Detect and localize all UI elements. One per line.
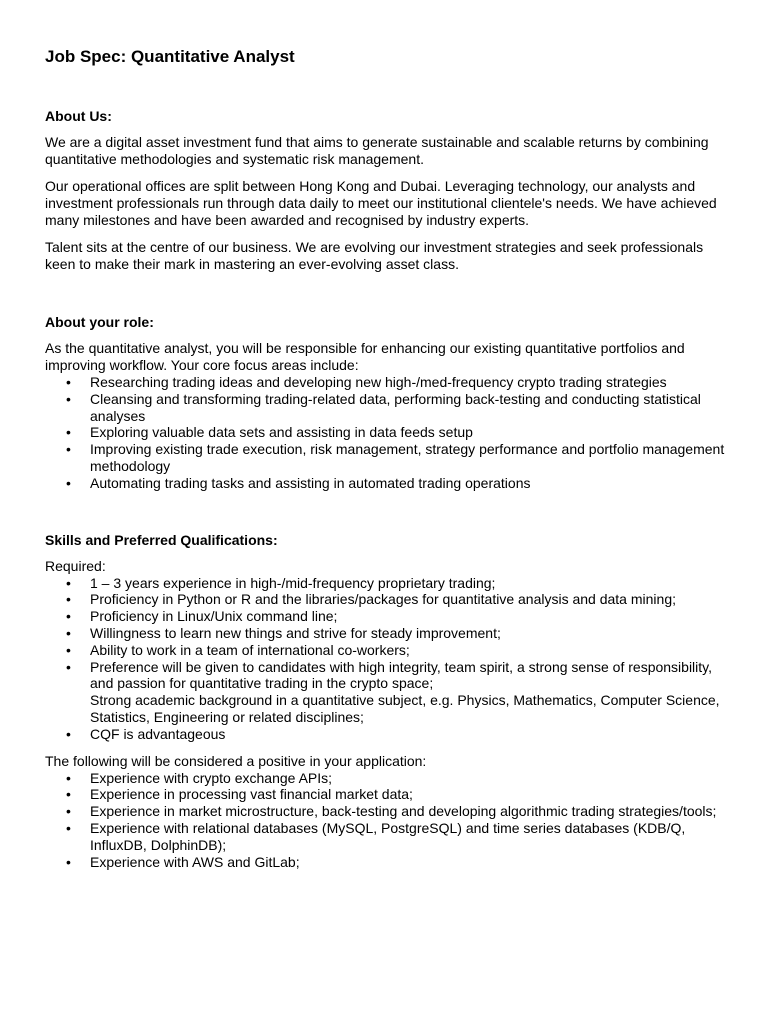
about-us-paragraph-1: We are a digital asset investment fund that aims to generate sustainable and scalable returns by combining quantitative methodologies and systematic risk management.: [45, 134, 709, 167]
list-item-text: CQF is advantageous: [90, 725, 226, 742]
list-item: [45, 854, 728, 871]
bullet-icon: •: [66, 424, 71, 441]
bullet-icon: •: [66, 786, 71, 803]
list-item-text: Willingness to learn new things and strive for steady improvement;: [90, 624, 501, 641]
bullet-icon: •: [66, 641, 71, 658]
list-item: [45, 575, 728, 592]
bullet-icon: •: [66, 441, 71, 458]
list-item-text: Exploring valuable data sets and assisting in data feeds setup: [90, 424, 473, 441]
list-item-text: Preference will be given to candidates with high integrity, team spirit, a strong sense of responsibility, and passion for quantitative trading in the crypto space; Strong academic background in a quantitative subject, e.g. Physics, Mathematics, Computer Science, Statistics, Engineering or related disciplines;: [90, 658, 720, 725]
list-item-text: Cleansing and transforming trading-related data, performing back-testing and conducting statistical analyses: [90, 390, 701, 424]
list-item-text: Proficiency in Python or R and the libraries/packages for quantitative analysis and data mining;: [90, 591, 676, 608]
bullet-icon: •: [66, 574, 71, 591]
about-role-intro: As the quantitative analyst, you will be responsible for enhancing our existing quantitative portfolios and improving workflow. Your core focus areas include:: [45, 340, 685, 373]
bullet-icon: •: [66, 390, 71, 407]
bullet-icon: •: [66, 608, 71, 625]
about-us-paragraph-3: Talent sits at the centre of our business. We are evolving our investment strategies and seek professionals keen to make their mark in mastering an ever-evolving asset class.: [45, 239, 704, 272]
list-item: [45, 642, 728, 659]
list-item: [45, 608, 728, 625]
required-label: Required:: [45, 557, 106, 574]
page-title: Job Spec: Quantitative Analyst: [45, 47, 295, 66]
about-us-paragraph-2: Our operational offices are split between Hong Kong and Dubai. Leveraging technology, our analysts and investment professionals run through data daily to meet our institutional clientele's needs. We have achieved many milestones and have been awarded and recognised by industry experts.: [45, 178, 717, 228]
bullet-icon: •: [66, 769, 71, 786]
bullet-icon: •: [66, 474, 71, 491]
bullet-icon: •: [66, 658, 71, 675]
list-item-text: Improving existing trade execution, risk management, strategy performance and portfolio management methodology: [90, 441, 725, 474]
list-item: [45, 803, 728, 820]
list-item-text: Experience in market microstructure, back-testing and developing algorithmic trading strategies/tools;: [90, 803, 717, 820]
list-item: [45, 770, 728, 787]
positive-label: The following will be considered a positive in your application:: [45, 752, 427, 769]
list-item: [45, 659, 728, 726]
skills-heading: Skills and Preferred Qualifications:: [45, 531, 278, 548]
list-item: [45, 726, 728, 743]
list-item-text: Experience with AWS and GitLab;: [90, 853, 300, 870]
list-item-text: 1 – 3 years experience in high-/mid-frequency proprietary trading;: [90, 574, 496, 591]
list-item-text: Experience with crypto exchange APIs;: [90, 769, 333, 786]
list-item: [45, 424, 728, 441]
list-item: [45, 820, 728, 854]
list-item: [45, 391, 728, 425]
about-us-heading: About Us:: [45, 108, 112, 124]
list-item: [45, 591, 728, 608]
about-role-heading: About your role:: [45, 314, 154, 330]
list-item-text: Researching trading ideas and developing new high-/med-frequency crypto trading strategies: [90, 374, 667, 390]
list-item-text: Automating trading tasks and assisting in automated trading operations: [90, 474, 531, 491]
bullet-icon: •: [66, 591, 71, 608]
bullet-icon: •: [66, 819, 71, 836]
bullet-icon: •: [66, 803, 71, 820]
list-item: [45, 441, 728, 475]
list-item-text: Proficiency in Linux/Unix command line;: [90, 608, 338, 625]
list-item-text: Experience with relational databases (MySQL, PostgreSQL) and time series databases (KDB/Q, InfluxDB, DolphinDB);: [90, 819, 686, 853]
positive-list: [45, 770, 728, 871]
list-item-text: Ability to work in a team of international co-workers;: [90, 641, 410, 658]
role-focus-list: [45, 374, 728, 492]
required-list: [45, 575, 728, 743]
list-item: [45, 374, 728, 391]
list-item: [45, 625, 728, 642]
bullet-icon: •: [66, 374, 71, 390]
list-item-text: Experience in processing vast financial market data;: [90, 786, 413, 803]
list-item: [45, 475, 728, 492]
bullet-icon: •: [66, 853, 71, 870]
bullet-icon: •: [66, 725, 71, 742]
list-item: [45, 786, 728, 803]
bullet-icon: •: [66, 624, 71, 641]
